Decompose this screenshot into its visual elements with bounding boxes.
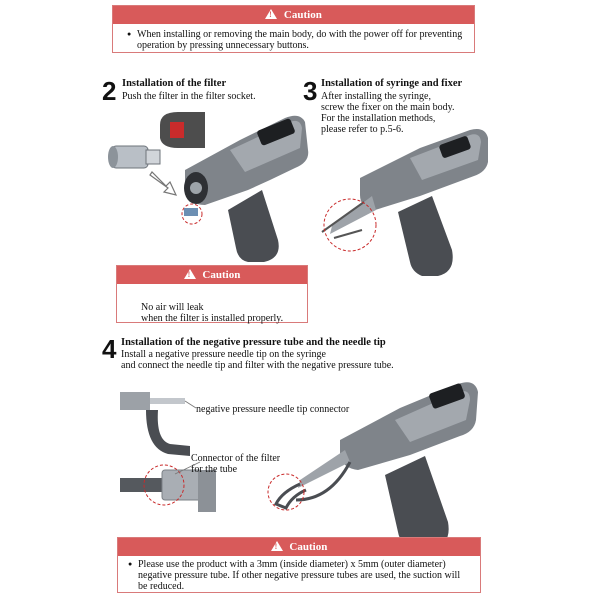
- step-4-text: Install a negative pressure needle tip on the syringe and connect the needle tip and filter with the negative pressure tube.: [121, 349, 394, 371]
- step-2-text: Push the filter in the filter socket.: [122, 91, 256, 102]
- caution-title: Caution: [289, 541, 328, 553]
- caution-text: No air will leak when the filter is installed properly.: [141, 302, 284, 324]
- step-4-number: 4: [102, 334, 117, 364]
- step-3-number: 3: [303, 76, 318, 106]
- caution-body: [118, 556, 480, 595]
- caution-title: Caution: [283, 9, 322, 21]
- caution-text: ● Please use the product with a 3mm (inside diameter) x 5mm (outer diameter) negative pressure tube. If other negative pressure tubes are used, the suction will be reduced.: [128, 559, 472, 592]
- warning-triangle-icon: [271, 541, 283, 551]
- step-3-text: After installing the syringe, screw the fixer on the main body. For the installation methods, please refer to p.5-6.: [321, 91, 455, 135]
- step-3-title: Installation of syringe and fixer: [321, 78, 463, 89]
- step-2-number: 2: [102, 76, 117, 106]
- needle-connector-detail: [120, 392, 196, 456]
- caution-header: [118, 538, 480, 556]
- needle-connector-label: negative pressure needle tip connector: [196, 404, 350, 415]
- step-4-title: Installation of the negative pressure tube and the needle tip: [121, 337, 386, 348]
- caution-title: Caution: [202, 269, 241, 281]
- filter-connector-label: Connector of the filter for the tube: [191, 453, 281, 475]
- caution-box-bottom: [117, 537, 481, 593]
- caution-text: ● When installing or removing the main body, do with the power off for preventing operation by pressing unnecessary buttons.: [127, 29, 464, 51]
- step-2-title: Installation of the filter: [122, 78, 227, 89]
